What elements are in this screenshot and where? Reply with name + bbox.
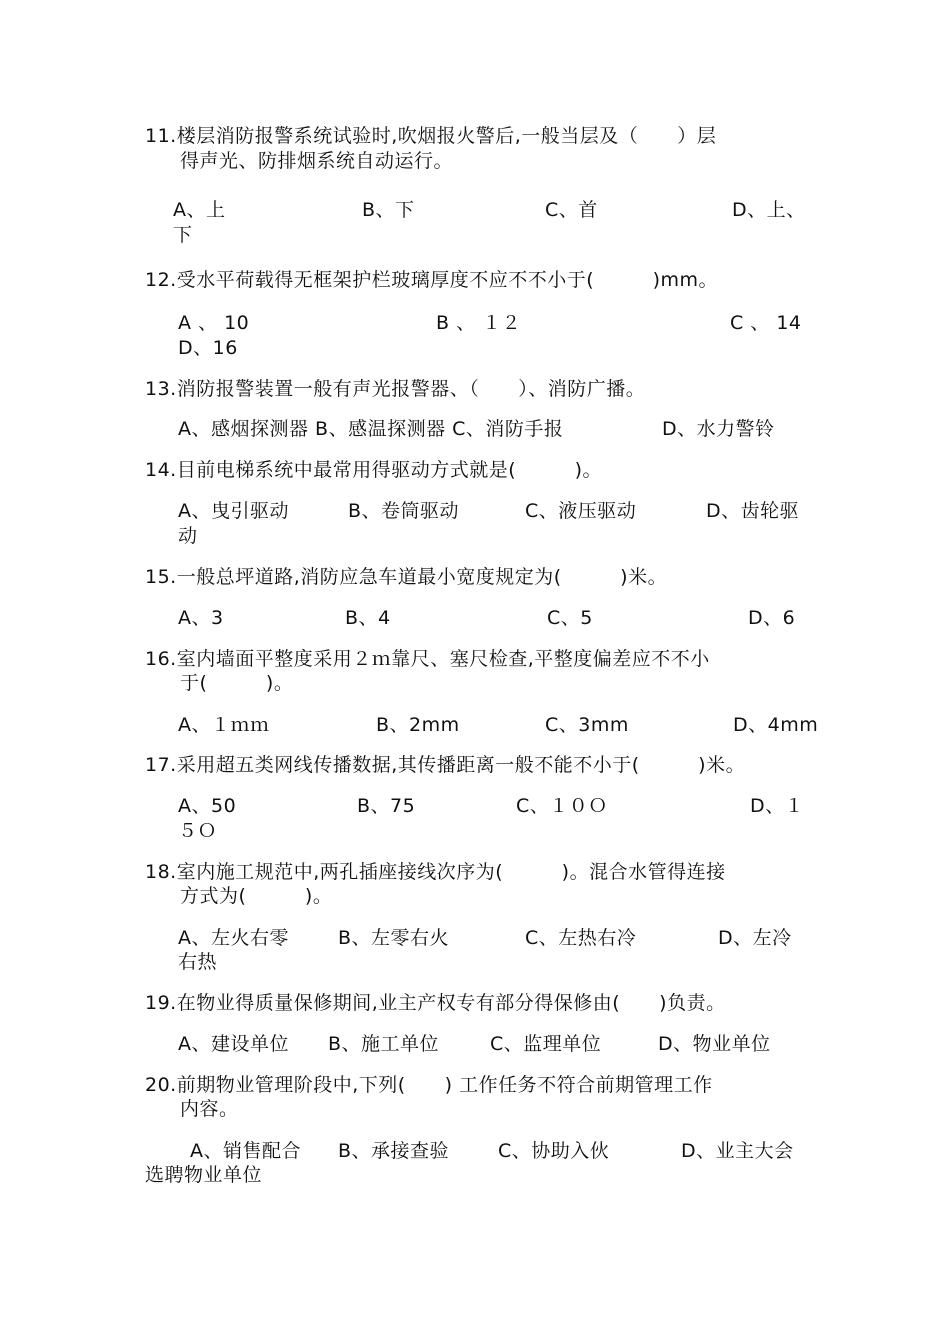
q16-option-d: D、4mm [733, 714, 819, 736]
q18-option-d: D、左冷 [718, 927, 792, 949]
question-18-line-1: 18.室内施工规范中,两孔插座接线次序为( )。混合水管得连接 [145, 861, 726, 883]
q15-option-b: B、4 [345, 607, 391, 629]
question-12-line-1: 12.受水平荷载得无框架护栏玻璃厚度不应不不小于( )mm。 [145, 269, 719, 291]
q14-option-b: B、卷筒驱动 [348, 500, 460, 522]
q15-option-a: A、3 [178, 607, 224, 629]
question-16-line-1: 16.室内墙面平整度采用２ｍ靠尺、塞尺检查,平整度偏差应不不小 [145, 648, 710, 670]
q12-option-d: D、16 [178, 337, 238, 359]
question-20-line-1: 20.前期物业管理阶段中,下列( ) 工作任务不符合前期管理工作 [145, 1074, 713, 1096]
question-19-line-1: 19.在物业得质量保修期间,业主产权专有部分得保修由( )负责。 [145, 992, 726, 1014]
q12-option-a: A 、 10 [178, 312, 250, 334]
q19-option-c: C、监理单位 [490, 1033, 602, 1055]
q11-option-d-cont: 下 [173, 224, 193, 246]
q20-option-d-cont: 选聘物业单位 [145, 1164, 263, 1186]
question-15-line-1: 15.一般总坪道路,消防应急车道最小宽度规定为( )米。 [145, 566, 668, 588]
q20-option-c: C、协助入伙 [498, 1140, 610, 1162]
question-11-line-1: 11.楼层消防报警系统试验时,吹烟报火警后,一般当层及（ ）层 [145, 125, 717, 147]
q18-option-c: C、左热右冷 [525, 927, 637, 949]
q17-option-c: C、１０Ｏ [516, 795, 608, 817]
q11-option-a: A、上 [173, 199, 226, 221]
q15-option-c: C、5 [547, 607, 593, 629]
q17-option-a: A、50 [178, 795, 237, 817]
q12-option-b: B 、 １２ [436, 312, 522, 334]
q19-option-d: D、物业单位 [658, 1033, 771, 1055]
q11-option-c: C、首 [545, 199, 598, 221]
q18-option-d-cont: 右热 [178, 951, 218, 973]
q17-option-d: D、１ [750, 795, 805, 817]
q11-option-b: B、下 [362, 199, 415, 221]
question-16-line-2: 于( )。 [180, 672, 294, 694]
q20-option-a: A、销售配合 [190, 1140, 301, 1162]
q18-option-b: B、左零右火 [338, 927, 450, 949]
q20-option-d: D、业主大会 [681, 1140, 794, 1162]
q13-option-d: D、水力警铃 [662, 418, 775, 440]
question-20-line-2: 内容。 [180, 1098, 239, 1120]
question-11-line-2: 得声光、防排烟系统自动运行。 [180, 150, 454, 172]
q19-option-a: A、建设单位 [178, 1033, 289, 1055]
q11-option-d: D、上、 [732, 199, 806, 221]
q16-option-b: B、2mm [376, 714, 460, 736]
q19-option-b: B、施工单位 [328, 1033, 440, 1055]
q16-option-a: A、１ｍｍ [178, 714, 270, 736]
q15-option-d: D、6 [748, 607, 796, 629]
q12-option-c: C 、 14 [730, 312, 802, 334]
question-18-line-2: 方式为( )。 [180, 885, 333, 907]
q14-option-c: C、液压驱动 [525, 500, 637, 522]
question-17-line-1: 17.采用超五类网线传播数据,其传播距离一般不能不小于( )米。 [145, 754, 746, 776]
q17-option-d-cont: ５Ｏ [178, 820, 218, 842]
q18-option-a: A、左火右零 [178, 927, 289, 949]
q17-option-b: B、75 [357, 795, 416, 817]
q20-option-b: B、承接查验 [338, 1140, 450, 1162]
question-14-line-1: 14.目前电梯系统中最常用得驱动方式就是( )。 [145, 459, 603, 481]
q13-option-abc: A、感烟探测器 B、感温探测器 C、消防手报 [178, 418, 564, 440]
q14-option-d-cont: 动 [178, 525, 198, 547]
question-13-line-1: 13.消防报警装置一般有声光报警器、（ ）、消防广播。 [145, 378, 646, 400]
q14-option-a: A、曳引驱动 [178, 500, 289, 522]
q14-option-d: D、齿轮驱 [706, 500, 800, 522]
q16-option-c: C、3mm [545, 714, 629, 736]
